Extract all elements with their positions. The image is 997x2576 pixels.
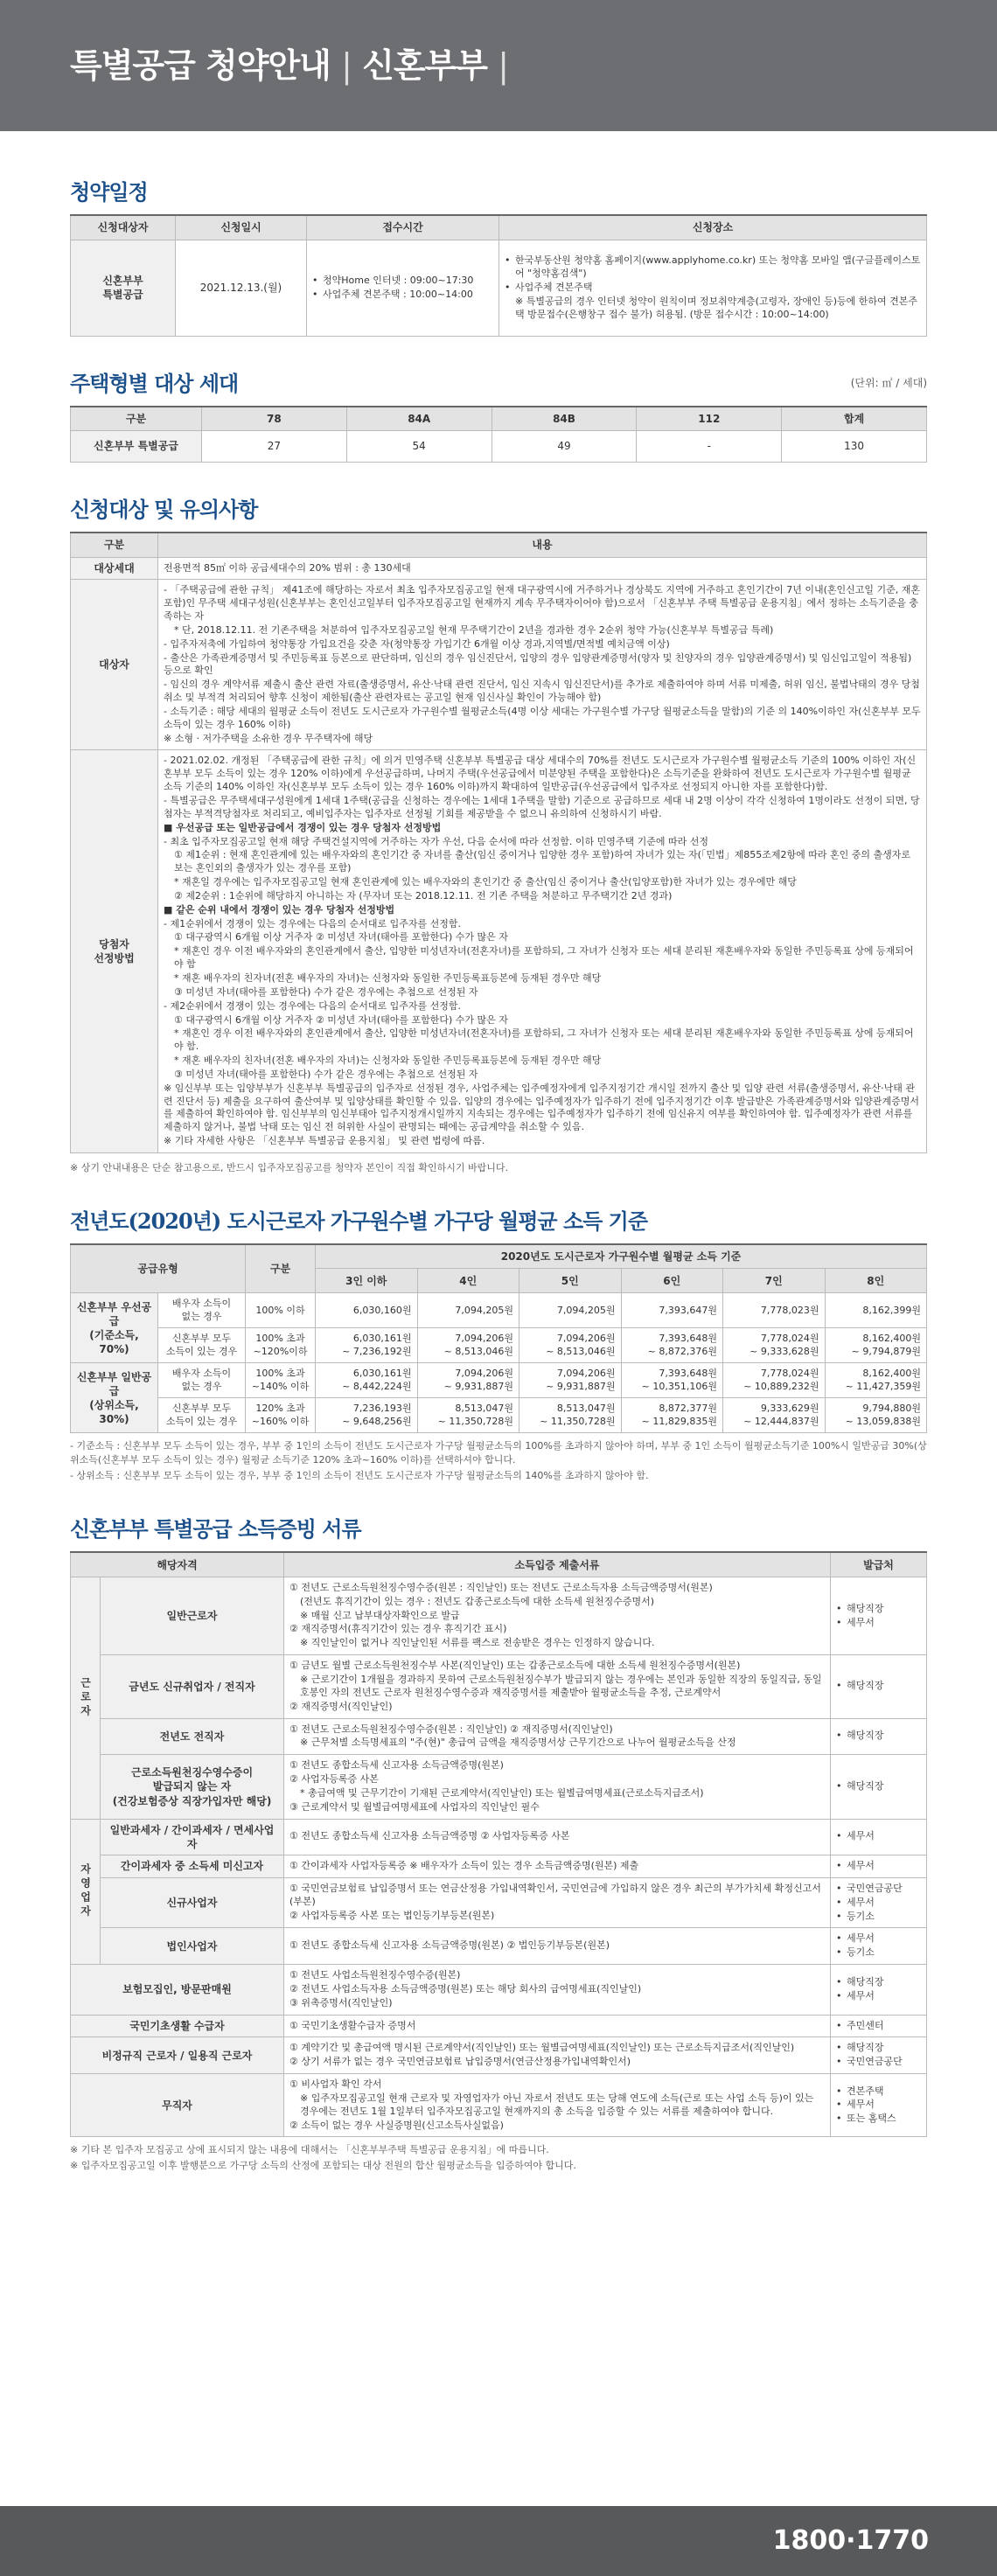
type-row-label: 신혼부부 특별공급	[71, 431, 202, 463]
req-line: * 재혼일 경우에는 입주자모집공고일 현재 혼인관계에 있는 배우자와의 혼인기간 중 출산(임신 중이거나 출산(입양포함)한 자녀가 있는 경우에만 해당	[174, 876, 797, 888]
th-income-group: 2020년도 도시근로자 가구원수별 월평균 소득 기준	[316, 1244, 927, 1269]
proof-row-docs	[284, 1718, 831, 1755]
proof-row	[71, 2015, 927, 2037]
type-cell-total: 130	[782, 431, 927, 463]
income-cell: 9,794,880원 ~ 13,059,838원	[825, 1398, 927, 1433]
proof-issuer: • 등기소	[836, 1946, 921, 1960]
proof-row-label: 신규사업자	[101, 1877, 284, 1928]
income-row	[71, 1328, 927, 1363]
proof-row-issuer	[831, 1577, 927, 1654]
schedule-table	[70, 214, 927, 337]
proof-row-docs	[284, 1877, 831, 1928]
content	[0, 131, 997, 2172]
phone-number: 1800·1770	[772, 2525, 929, 2556]
req-row-content	[158, 580, 927, 750]
proof-doc-line: (전년도 휴직기간이 있는 경우 : 전년도 갑종근로소득에 대한 소득세 원천징수증명서)	[300, 1595, 655, 1607]
proof-row-issuer	[831, 1755, 927, 1819]
req-line: ① 제1순위 : 현재 혼인관계에 있는 배우자와의 혼인기간 중 자녀를 출산(임신 중이거나 입양한 경우 포함)하여 자녀가 있는 자(「민법」제855조제2항에 따라 혼인 중의 출생자로 보는 혼인외의 출생자가 있는 경우를 포함)	[174, 849, 911, 874]
th-req-div: 구분	[71, 533, 158, 557]
proof-row-issuer	[831, 1655, 927, 1718]
req-line: - 임신의 경우 계약서류 제출시 출산 관련 자료(출생증명서, 유산·낙태 관련 진단서, 임신 지속시 임신진단서)를 추가로 제출하여야 하며 서류 미제출, 허위 임신, 불법낙태의 경우 당첨취소 및 부적격 처리되어 향후 신청이 제한됨(출산 관련자료는 공고일 현재 임신사실 확인이 가능해야 함)	[164, 679, 920, 704]
th-type-112: 112	[637, 407, 782, 431]
proof-doc-line: ② 소득이 없는 경우 사실증명원(신고소득사실없음)	[289, 2119, 504, 2131]
income-row-pct: 100% 초과 ~140% 이하	[246, 1363, 316, 1398]
th-income-col: 5인	[519, 1269, 622, 1293]
types-table	[70, 406, 927, 463]
proof-issuer-list	[836, 2020, 921, 2033]
req-line: - 「주택공급에 관한 규칙」 제41조에 해당하는 자로서 최초 입주자모집공고일 현재 대구광역시에 거주하거나 경상북도 지역에 거주하고 혼인기간이 7년 이내(혼인신고일 기준, 재혼포함)인 무주택 세대구성원(신혼부부는 혼인신고일부터 입주자모집공고일 현재까지 계속 무주택자이어야 함)으로서 「신혼부부 주택 특별공급 운용지침」에서 정하는 소득기준을 충족하는 자	[164, 584, 921, 623]
proof-doc-line: ② 재직증명서(직인날인)	[289, 1700, 393, 1712]
proof-row-issuer	[831, 2074, 927, 2137]
proof-doc-line: ① 비사업자 확인 각서	[289, 2078, 382, 2091]
income-row-pct: 100% 초과 ~120%이하	[246, 1328, 316, 1363]
proof-doc-line: ② 상기 서류가 없는 경우 국민연금보험료 납입증명서(연금산정용가입내역확인서)	[289, 2056, 631, 2068]
proof-row-label: 비정규직 근로자 / 일용직 근로자	[71, 2037, 284, 2074]
proof-issuer: • 해당직장	[836, 1780, 921, 1793]
income-row-sub: 배우자 소득이 없는 경우	[158, 1363, 246, 1398]
income-cell: 7,094,206원 ~ 9,931,887원	[417, 1363, 519, 1398]
page-footer	[0, 2506, 997, 2576]
income-cell: 8,513,047원 ~ 11,350,728원	[519, 1398, 622, 1433]
income-row	[71, 1293, 927, 1328]
req-line: ③ 미성년 자녀(태아를 포함한다) 수가 같은 경우에는 추첨으로 선정된 자	[174, 1068, 478, 1080]
th-type-total: 합계	[782, 407, 927, 431]
income-cell: 7,778,023원	[723, 1293, 826, 1328]
income-cell: 7,393,647원	[621, 1293, 723, 1328]
schedule-place-visit: • 사업주체 견본주택	[505, 282, 921, 295]
proof-doc-line: * 총급여액 및 근무기간이 기재된 근로계약서(직인날인) 또는 월별급여명세표(근로소득지급조서)	[300, 1786, 704, 1799]
income-row-sub: 신혼부부 모두 소득이 있는 경우	[158, 1328, 246, 1363]
proof-issuer-list	[836, 1730, 921, 1743]
proof-row-docs	[284, 1577, 831, 1654]
income-cell: 7,094,206원 ~ 8,513,046원	[417, 1328, 519, 1363]
type-cell-112: -	[637, 431, 782, 463]
income-cell: 6,030,161원 ~ 7,236,192원	[316, 1328, 418, 1363]
proof-issuer: • 주민센터	[836, 2020, 921, 2033]
proof-doc-line: ① 국민기초생활수급자 증명서	[289, 2019, 416, 2031]
proof-issuer-list	[836, 1860, 921, 1873]
th-place: 신청장소	[499, 215, 927, 240]
th-income-col: 8인	[825, 1269, 927, 1293]
th-proof-qual: 해당자격	[71, 1552, 284, 1577]
proof-doc-line: ① 전년도 근로소득원천징수영수증(원본 : 직인날인) 또는 전년도 근로소득자용 소득금액증명서(원본)	[289, 1581, 713, 1593]
income-cell: 6,030,160원	[316, 1293, 418, 1328]
type-cell-84a: 54	[346, 431, 492, 463]
proof-row	[71, 1877, 927, 1928]
proof-row-issuer	[831, 1928, 927, 1965]
title-separator-end: |	[498, 46, 509, 85]
proof-issuer-list	[836, 2042, 921, 2069]
income-cell: 7,094,205원	[417, 1293, 519, 1328]
requirements-table	[70, 532, 927, 1153]
req-line: ② 제2순위 : 1순위에 해당하지 아니하는 자 (무자녀 또는 2018.12.11. 전 기존 주택을 처분하고 무주택기간 2년 경과)	[174, 889, 673, 902]
proof-row-label: 일반과세자 / 간이과세자 / 면세사업자	[101, 1819, 284, 1855]
proof-row-label: 법인사업자	[101, 1928, 284, 1965]
type-cell-78: 27	[202, 431, 347, 463]
proof-doc-line: ① 국민연금보험료 납입증명서 또는 연금산정용 가입내역확인서, 국민연금에 가입하지 않은 경우 최근의 부가가치세 확정신고서(부본)	[289, 1883, 821, 1908]
proof-issuer: • 세무서	[836, 2099, 921, 2112]
req-line: ■ 우선공급 또는 일반공급에서 경쟁이 있는 경우 당첨자 선정방법	[164, 821, 442, 833]
income-row-sub: 배우자 소득이 없는 경우	[158, 1293, 246, 1328]
req-line: - 제1순위에서 경쟁이 있는 경우에는 다음의 순서대로 입주자를 선정함.	[164, 917, 461, 929]
proof-row-docs	[284, 2037, 831, 2074]
proof-doc-line: ※ 근로기간이 1개월을 경과하지 못하여 근로소득원천징수부가 발급되지 않는 경우에는 본인과 동일한 직장의 동일직급, 동일호봉인 자의 전년도 근로자 원천징수영수증과 재직증명서를 제출받아 월평균소득을 추정, 근로계약서	[300, 1674, 822, 1698]
schedule-target: 신혼부부 특별공급	[71, 240, 176, 336]
req-row	[71, 580, 927, 750]
req-line: - 제2순위에서 경쟁이 있는 경우에는 다음의 순서대로 입주자를 선정함.	[164, 999, 461, 1012]
requirements-note: ※ 상기 안내내용은 단순 참고용으로, 반드시 입주자모집공고를 청약자 본인이 직접 확인하시기 바랍니다.	[70, 1161, 508, 1173]
req-line: * 재혼 배우자의 친자녀(전혼 배우자의 자녀)는 신청자와 동일한 주민등록표등본에 등재된 경우만 해당	[174, 1055, 602, 1067]
income-cell: 7,393,648원 ~ 10,351,106원	[621, 1363, 723, 1398]
income-cell: 8,872,377원 ~ 11,829,835원	[621, 1398, 723, 1433]
proof-doc-line: ① 간이과세자 사업자등록증 ※ 배우자가 소득이 있는 경우 소득금액증명(원본) 제출	[289, 1859, 639, 1871]
th-req-content: 내용	[158, 533, 927, 557]
income-cell: 6,030,161원 ~ 8,442,224원	[316, 1363, 418, 1398]
proof-row-issuer	[831, 1877, 927, 1928]
proof-row	[71, 2074, 927, 2137]
proof-row	[71, 1718, 927, 1755]
proof-doc-line: ③ 위촉증명서(직인날인)	[289, 1996, 393, 2009]
proof-doc-line: ① 전년도 종합소득세 신고자용 소득금액증명 ② 사업자등록증 사본	[289, 1830, 570, 1842]
proof-issuer: • 세무서	[836, 1897, 921, 1910]
req-line: ※ 소형 · 저가주택을 소유한 경우 무주택자에 해당	[164, 732, 373, 744]
proof-issuer: • 세무서	[836, 1860, 921, 1873]
proof-doc-line: ② 재직증명서(휴직기간이 있는 경우 휴직기간 표시)	[289, 1623, 507, 1635]
proof-doc-line: ① 전년도 근로소득원천징수영수증(원본 : 직인날인) ② 재직증명서(직인날인)	[289, 1723, 613, 1735]
income-group-name: 신혼부부 일반공급 (상위소득, 30%)	[71, 1363, 158, 1433]
proof-issuer-list	[836, 1830, 921, 1843]
proof-row-docs	[284, 2074, 831, 2137]
proof-issuer: • 세무서	[836, 1830, 921, 1843]
schedule-section	[70, 175, 927, 337]
proof-doc-line: ※ 직인날인이 없거나 직인날인된 서류를 팩스로 전송받은 경우는 인정하지 않습니다.	[300, 1637, 655, 1649]
proof-row-label: 근로소득원천징수영수증이 발급되지 않는 자 (건강보험증상 직장가입자만 해당)	[101, 1755, 284, 1819]
proof-issuer: • 국민연금공단	[836, 2056, 921, 2069]
proof-row-docs	[284, 2015, 831, 2037]
req-line: - 출산은 가족관계증명서 및 주민등록표 등본으로 판단하며, 임신의 경우 임신진단서, 입양의 경우 입양관계증명서(양자 및 친양자의 경우 입양관계증명서) 및 임신입고일이 적용됨) 등으로 확인	[164, 651, 912, 677]
proof-issuer: • 해당직장	[836, 1730, 921, 1743]
proof-doc-line: ※ 입주자모집공고일 현재 근로자 및 자영업자가 아닌 자로서 전년도 또는 당해 연도에 소득(근로 또는 사업 소득 등)이 있는 경우에는 전년도 1월 1일부터 입주자모집공고일 현재까지의 총 소득을 입증할 수 있는 서류를 제출하여야 합니다.	[300, 2092, 814, 2117]
proof-row-docs	[284, 1819, 831, 1855]
proof-issuer: • 국민연금공단	[836, 1883, 921, 1896]
proof-row-docs	[284, 1965, 831, 2016]
requirements-section	[70, 492, 927, 1174]
proof-doc-line: ③ 근로계약서 및 월별급여명세표에 사업자의 직인날인 필수	[289, 1800, 540, 1813]
proof-row-issuer	[831, 1819, 927, 1855]
proof-row-label: 일반근로자	[101, 1577, 284, 1654]
th-type-84b: 84B	[492, 407, 637, 431]
proof-issuer: • 세무서	[836, 1617, 921, 1630]
title-sub: 신혼부부	[362, 46, 488, 85]
proof-row-label: 간이과세자 중 소득세 미신고자	[101, 1855, 284, 1877]
req-line: * 단, 2018.12.11. 전 기존주택을 처분하여 입주자모집공고일 현재 무주택기간이 2년을 경과한 경우 2순위 청약 가능(신혼부부 특별공급 특례)	[174, 623, 774, 636]
income-cell: 8,162,399원	[825, 1293, 927, 1328]
req-line: ※ 임신부부 또는 입양부부가 신혼부부 특별공급의 입주자로 선정된 경우, 사업주체는 입주예정자에게 입주지정기간 개시일 전까지 출산 및 입양 관련 서류(출생증명서, 유산·낙태 관련 진단서 등) 제출을 요구하여 출산여부 및 입양상태를 확인할 수 있음. 입양의 경우에는 입주예정자가 입주하기 전에 입주지정기간 이후 발급받은 가족관계증명서와 입양관계증명서를 제출하여 확인하여야 함. 임신부부의 임신부태아 입주지정개시일까지 지속되는 경우에는 입주예정자가 입주하기 전에 임신유지 여부를 확인하여야 함. 입주예정자가 관련 서류를 제출하지 않거나, 불법 낙태 또는 임신 전 허위한 사실이 판명되는 때에는 공급계약을 취소할 수 있음.	[164, 1082, 920, 1133]
income-row	[71, 1363, 927, 1398]
proof-row	[71, 1755, 927, 1819]
proof-section	[70, 1512, 927, 2172]
proof-row-issuer	[831, 2037, 927, 2074]
proof-doc-line: ② 사업자등록증 사본 또는 법인등기부등본(원본)	[289, 1910, 495, 1921]
proof-doc-line: ※ 매월 신고 납부대상자확인으로 발급	[300, 1609, 460, 1621]
th-income-col: 7인	[723, 1269, 826, 1293]
income-note-base: - 기준소득 : 신혼부부 모두 소득이 있는 경우, 부부 중 1인의 소득이 전년도 도시근로자 가구당 월평균소득의 100%를 초과하지 않아야 하며, 부부 중 1인 소득이 월평균소득기준 100%시 일반공급 30%(상위소득(신혼부부 모두 소득이 있는 경우) 월평균 소득기준 120% 초과~160% 이하)를 선택하셔야 합니다.	[70, 1440, 927, 1466]
th-target: 신청대상자	[71, 215, 176, 240]
proof-issuer: • 해당직장	[836, 1680, 921, 1693]
types-unit: (단위: ㎡ / 세대)	[850, 376, 927, 389]
income-cell: 8,162,400원 ~ 11,427,359원	[825, 1363, 927, 1398]
proof-note-2: ※ 입주자모집공고일 이후 발행분으로 가구당 소득의 산정에 포함되는 대상 전원의 합산 월평균소득을 입증하여야 합니다.	[70, 2160, 576, 2172]
th-income-col: 3인 이하	[316, 1269, 418, 1293]
req-row	[71, 750, 927, 1152]
req-row-content	[158, 750, 927, 1152]
page-title	[70, 38, 927, 87]
type-cell-84b: 49	[492, 431, 637, 463]
proof-issuer: • 세무서	[836, 1990, 921, 2003]
proof-table	[70, 1551, 927, 2137]
income-group-name: 신혼부부 우선공급 (기준소득, 70%)	[71, 1293, 158, 1363]
income-cell: 7,094,206원 ~ 8,513,046원	[519, 1328, 622, 1363]
proof-issuer: • 해당직장	[836, 1976, 921, 1989]
proof-row-docs	[284, 1928, 831, 1965]
req-line: - 특별공급은 무주택세대구성원에게 1세대 1주택(공급을 신청하는 경우에는 1세대 1주택을 말함) 기준으로 공급하므로 세대 내 2명 이상이 각각 신청하여 1명이라도 선정이 되면, 당첨자는 부적격당첨자로 처리되고, 예비입주자는 입주자로 선정될 기회를 제공받을 수 없으니 유의하여 신청하시기 바람.	[164, 795, 920, 819]
proof-issuer: • 견본주택	[836, 2085, 921, 2099]
req-line: - 입주자저축에 가입하여 청약통장 가입요건을 갖춘 자(청약통장 가입기간 6개월 이상 경과,지역별/면적별 예치금액 이상)	[164, 637, 670, 650]
income-title: 전년도(2020년) 도시근로자 가구원수별 가구당 월평균 소득 기준	[70, 1208, 648, 1234]
req-line: ① 대구광역시 6개월 이상 거주자 ② 미성년 자녀(태아를 포함한다) 수가 많은 자	[174, 931, 508, 943]
th-income-type: 공급유형	[71, 1244, 246, 1293]
proof-row-label: 보험모집인, 방문판매원	[71, 1965, 284, 2016]
proof-issuer: • 해당직장	[836, 2042, 921, 2055]
requirements-title: 신청대상 및 유의사항	[70, 497, 258, 522]
proof-row-label: 금년도 신규취업자 / 전직자	[101, 1655, 284, 1718]
proof-issuer-list	[836, 1603, 921, 1630]
proof-row	[71, 1655, 927, 1718]
proof-row-issuer	[831, 1965, 927, 2016]
req-row-content	[158, 557, 927, 580]
req-line: - 최초 입주자모집공고일 현재 해당 주택건설지역에 거주하는 자가 우선, 다음 순서에 따라 선정함. 이하 민영주택 기준에 따라 선정	[164, 835, 708, 847]
proof-issuer-list	[836, 1780, 921, 1793]
title-main: 특별공급 청약안내	[70, 46, 331, 85]
th-type-84a: 84A	[346, 407, 492, 431]
income-cell: 7,778,024원 ~ 10,889,232원	[723, 1363, 826, 1398]
income-cell: 7,778,024원 ~ 9,333,628원	[723, 1328, 826, 1363]
proof-doc-line: ※ 근무처별 소득명세표의 "주(현)" 총급여 금액을 재직증명서상 근무기간으로 나누어 월평균소득을 산정	[300, 1737, 736, 1749]
proof-row-docs	[284, 1855, 831, 1877]
proof-title: 신혼부부 특별공급 소득증빙 서류	[70, 1516, 361, 1542]
proof-issuer-list	[836, 2085, 921, 2127]
th-proof-issuer: 발급처	[831, 1552, 927, 1577]
page-header	[0, 0, 997, 131]
types-title: 주택형별 대상 세대	[70, 370, 239, 396]
proof-row-docs	[284, 1755, 831, 1819]
th-proof-docs: 소득입증 제출서류	[284, 1552, 831, 1577]
proof-row	[71, 1577, 927, 1654]
proof-issuer-list	[836, 1976, 921, 2003]
types-section	[70, 366, 927, 463]
proof-group-self-employed: 자영업자	[71, 1819, 101, 1964]
req-line: - 소득기준 : 해당 세대의 월평균 소득이 전년도 도시근로자 가구원수별 월평균소득(4명 이상 세대는 가구원수별 가구당 월평균소득을 말함)의 기준 의 140%이하인 자(신혼부부 모두 소득이 있는 경우 160% 이하)	[164, 705, 921, 730]
income-cell: 8,513,047원 ~ 11,350,728원	[417, 1398, 519, 1433]
proof-issuer: • 세무서	[836, 1932, 921, 1946]
req-row	[71, 557, 927, 580]
proof-doc-line: ① 계약기간 및 총급여액 명시된 근로계약서(직인날인) 또는 월별급여명세표(직인날인) 또는 근로소득지급조서(직인날인)	[289, 2042, 795, 2054]
th-type-78: 78	[202, 407, 347, 431]
req-row-label: 대상세대	[71, 557, 158, 580]
income-cell: 9,333,629원 ~ 12,444,837원	[723, 1398, 826, 1433]
proof-doc-line: ② 전년도 사업소득자용 소득금액증명(원본) 또는 해당 회사의 급여명세표(직인날인)	[289, 1982, 642, 1995]
schedule-time-online: • 청약Home 인터넷 : 09:00~17:30	[312, 275, 493, 288]
income-cell: 8,162,400원 ~ 9,794,879원	[825, 1328, 927, 1363]
schedule-place-note: ※ 특별공급의 경우 인터넷 청약이 원칙이며 정보취약계층(고령자, 장애인 등)등에 한하여 견본주택 방문접수(은행창구 접수 불가) 허용됨. (방문 접수시간 : 10:00~14:00)	[515, 295, 918, 320]
req-line: * 재혼인 경우 이전 배우자와의 혼인관계에서 출산, 입양한 미성년자녀(전혼자녀)를 포함하되, 그 자녀가 신청자 또는 세대 분리된 재혼배우자와 동일한 주민등록표 상에 등재되어야 함.	[174, 1027, 914, 1053]
income-cell: 7,236,193원 ~ 9,648,256원	[316, 1398, 418, 1433]
req-line: * 재혼인 경우 이전 배우자와의 혼인관계에서 출산, 입양한 미성년자녀(전혼자녀)를 포함하되, 그 자녀가 신청자 또는 세대 분리된 재혼배우자와 동일한 주민등록표 상에 등재되어야 함	[174, 945, 914, 971]
proof-row-label: 전년도 전직자	[101, 1718, 284, 1755]
income-table	[70, 1243, 927, 1434]
proof-doc-line: ① 금년도 월별 근로소득원천징수부 사본(직인날인) 또는 갑종근로소득에 대한 소득세 원천징수증명서(원본)	[289, 1660, 741, 1672]
proof-doc-line: ① 전년도 사업소득원천징수영수증(원본)	[289, 1969, 461, 1981]
income-cell: 7,393,648원 ~ 8,872,376원	[621, 1328, 723, 1363]
proof-row-issuer	[831, 1718, 927, 1755]
schedule-title: 청약일정	[70, 179, 148, 205]
req-line: ① 대구광역시 6개월 이상 거주자 ② 미성년 자녀(태아를 포함한다) 수가 많은 자	[174, 1013, 508, 1026]
income-row	[71, 1398, 927, 1433]
req-line: ③ 미성년 자녀(태아를 포함한다) 수가 같은 경우에는 추첨으로 선정된 자	[174, 985, 478, 998]
title-separator: |	[341, 46, 352, 85]
proof-issuer: • 또는 홈택스	[836, 2113, 921, 2126]
schedule-place-online: • 한국부동산원 청약홈 홈페이지(www.applyhome.co.kr) 또는 청약홈 모바일 앱(구글플레이스토어 "청약홈검색")	[505, 254, 921, 281]
proof-row-issuer	[831, 1855, 927, 1877]
proof-doc-line: ② 사업자등록증 사본	[289, 1773, 379, 1786]
income-row-pct: 100% 이하	[246, 1293, 316, 1328]
proof-issuer-list	[836, 1883, 921, 1924]
th-type-div: 구분	[71, 407, 202, 431]
proof-group-worker: 근로자	[71, 1577, 101, 1819]
th-time: 접수시간	[307, 215, 499, 240]
req-row-label: 당첨자 선정방법	[71, 750, 158, 1152]
proof-doc-line: ① 전년도 종합소득세 신고자용 소득금액증명(원본)	[289, 1759, 504, 1772]
th-date: 신청일시	[176, 215, 307, 240]
th-income-div: 구분	[246, 1244, 316, 1293]
schedule-time-visit: • 사업주체 견본주택 : 10:00~14:00	[312, 289, 493, 302]
proof-issuer: • 해당직장	[836, 1603, 921, 1616]
income-note-upper: - 상위소득 : 신혼부부 모두 소득이 있는 경우, 부부 중 1인의 소득이 전년도 도시근로자 가구당 월평균소득의 140%를 초과하지 않아야 함.	[70, 1470, 649, 1482]
req-line: ■ 같은 순위 내에서 경쟁이 있는 경우 당첨자 선정방법	[164, 903, 395, 916]
req-line: 전용면적 85㎡ 이하 공급세대수의 20% 범위 : 총 130세대	[164, 561, 411, 574]
proof-row	[71, 1819, 927, 1855]
proof-issuer-list	[836, 1680, 921, 1693]
proof-row	[71, 2037, 927, 2074]
proof-row-issuer	[831, 2015, 927, 2037]
th-income-col: 4인	[417, 1269, 519, 1293]
income-cell: 7,094,206원 ~ 9,931,887원	[519, 1363, 622, 1398]
proof-row-label: 무직자	[71, 2074, 284, 2137]
req-row-label: 대상자	[71, 580, 158, 750]
req-line: * 재혼 배우자의 친자녀(전혼 배우자의 자녀)는 신청자와 동일한 주민등록표등본에 등재된 경우만 해당	[174, 971, 602, 984]
schedule-date: 2021.12.13.(월)	[176, 240, 307, 336]
income-row-pct: 120% 초과 ~160% 이하	[246, 1398, 316, 1433]
proof-row-label: 국민기초생활 수급자	[71, 2015, 284, 2037]
proof-row	[71, 1928, 927, 1965]
income-row-sub: 신혼부부 모두 소득이 있는 경우	[158, 1398, 246, 1433]
proof-issuer: • 등기소	[836, 1911, 921, 1924]
th-income-col: 6인	[621, 1269, 723, 1293]
req-line: ※ 기타 자세한 사항은 「신혼부부 특별공급 운용지침」 및 관련 법령에 따름.	[164, 1135, 485, 1147]
income-cell: 7,094,205원	[519, 1293, 622, 1328]
proof-row-docs	[284, 1655, 831, 1718]
req-line: - 2021.02.02. 개정된 「주택공급에 관한 규칙」에 의거 민영주택 신혼부부 특별공급 대상 세대수의 70%를 전년도 도시근로자 가구원수별 월평균소득 기준의 100% 이하인 자(신혼부부 모두 소득이 있는 경우 120% 이하)에게 우선공급하며, 나머지 주택(우선공급에서 미분양된 주택을 포함한다)은 소득기준을 완화하여 전년도 도시근로자 가구원수별 월평균 소득 기준의 140% 이하인 자(신혼부부 모두 소득이 있는 경우 160% 이하)까지 확대하여 일반공급(우선공급에서 입주자로 선정되지 아니한 자를 포함한다)함.	[164, 755, 917, 793]
proof-issuer-list	[836, 1932, 921, 1960]
proof-note-1: ※ 기타 본 입주자 모집공고 상에 표시되지 않는 내용에 대해서는 「신혼부부주택 특별공급 운용지침」에 따릅니다.	[70, 2144, 549, 2156]
proof-row	[71, 1965, 927, 2016]
proof-doc-line: ① 전년도 종합소득세 신고자용 소득금액증명(원본) ② 법인등기부등본(원본)	[289, 1939, 610, 1952]
proof-row	[71, 1855, 927, 1877]
income-section	[70, 1204, 927, 1483]
